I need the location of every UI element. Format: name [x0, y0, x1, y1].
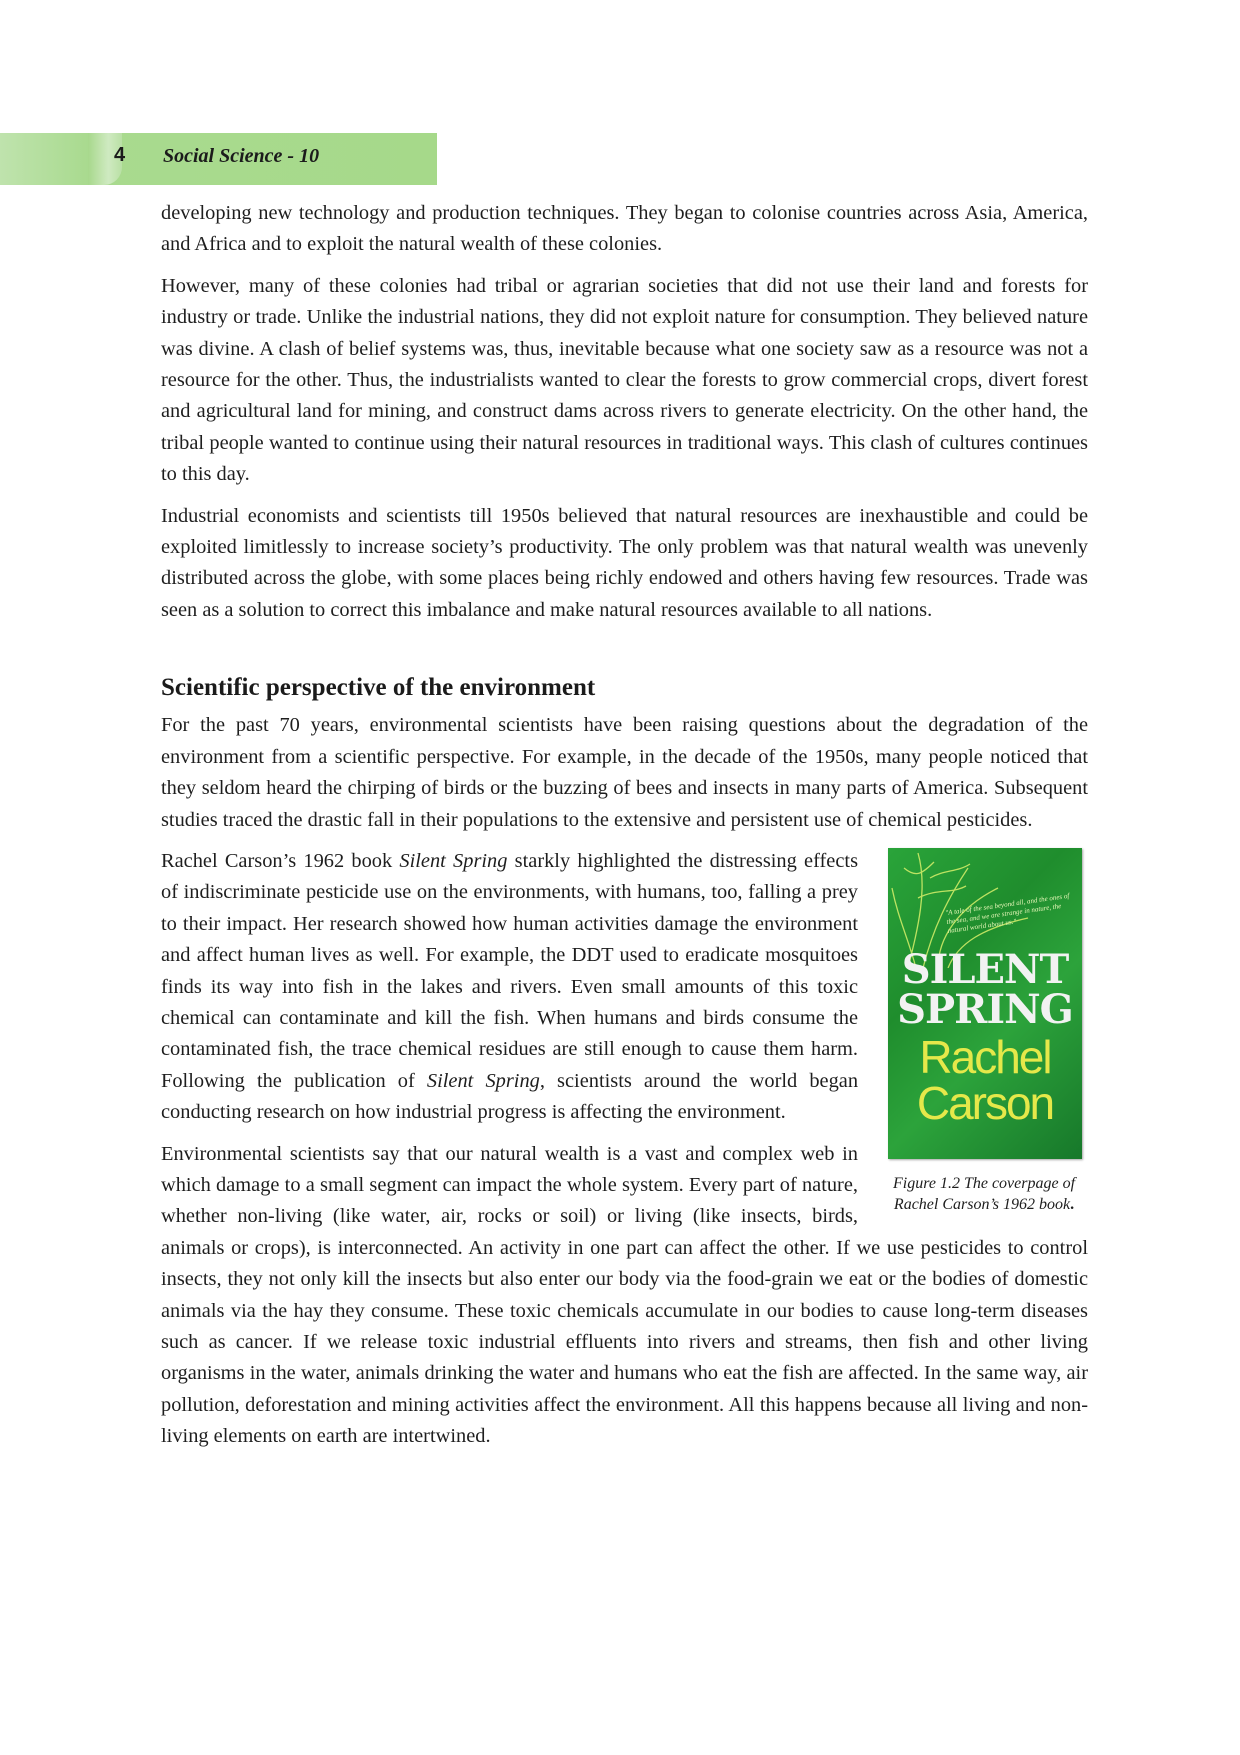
paragraph-economists: Industrial economists and scientists till 1950s believed that natural resources are inexhaustible and could be exploited limitlessly to increase society’s productivity. The only problem was that natural wealth was unevenly distributed across the globe, with some places being richly endowed and others having few resources. Trade was seen as a solution to correct this imbalance and make natural resources available to all nations.	[161, 504, 1088, 621]
caption-text: Figure 1.2 The coverpage of Rachel Carson’s 1962 book	[892, 1174, 1076, 1213]
cover-title-line1: SILENT	[901, 945, 1069, 993]
cover-title-line2: SPRING	[897, 985, 1073, 1033]
carson-book-title-1: Silent Spring	[399, 849, 508, 872]
paragraph-colonies: However, many of these colonies had tribal or agrarian societies that did not use their land and forests for industry or trade. Unlike the industrial nations, they did not exploit nature for consumption. They believed nature was divine. A clash of belief systems was, thus, inevitable because what one society saw as a resource was not a resource for the other. Thus, the industrialists wanted to clear the forests to grow commercial crops, divert forest and agricultural land for mining, and construct dams across rivers to generate electricity. On the other hand, the tribal people wanted to continue using their natural resources in traditional ways. This clash of cultures continues to this day.	[161, 274, 1088, 486]
cover-author-line2: Carson	[916, 1076, 1054, 1129]
figure-caption	[884, 1173, 1084, 1215]
carson-book-title-2: Silent Spring	[426, 1069, 540, 1092]
book-title: Social Science - 10	[163, 145, 320, 167]
paragraph-continued: developing new technology and production techniques. They began to colonise countries across Asia, America, and Africa and to exploit the natural wealth of these colonies.	[161, 202, 1088, 256]
caption-end: .	[1070, 1195, 1075, 1213]
page-content	[161, 198, 1088, 1453]
carson-text-3: , scientists around the world began conducting research on how industrial progress is affecting the environment.	[161, 1069, 859, 1124]
section-heading: Scientific perspective of the environment	[161, 674, 596, 702]
cover-quote: "A tale of the sea beyond all, and the ones of the sea, and we are strange in nature, the natural world about us."	[944, 891, 1070, 935]
carson-text-2: starkly highlighted the distressing effects of indiscriminate pesticide use on the environments, with humans, too, falling a prey to their impact. Her research showed how human activities damage the environment and affect human lives as well. For example, the DDT used to eradicate mosquitoes finds its way into fish in the lakes and rivers. Even small amounts of this toxic chemical can contaminate and kill the fish. When humans and birds consume the contaminated fish, the trace chemical residues are still enough to cause them harm. Following the publication of	[161, 849, 859, 1092]
paragraph-closing: Environmental scientists say that our natural wealth is a vast and complex web in which damage to a small segment can impact the whole system. Every part of nature, whether non-living (like water, air, rocks or soil) or living (like insects, birds, animals or crops), is interconnected. An activity in one part can affect the other. If we use pesticides to control insects, they not only kill the insects but also enter our body via the food-grain we eat or the bodies of domestic animals via the hay they consume. These toxic chemicals accumulate in our bodies to cause long-term diseases such as cancer. If we release toxic industrial effluents into rivers and streams, then fish and other living organisms in the water, animals drinking the water and humans who eat the fish are affected. In the same way, air pollution, deforestation and mining activities affect the environment. All this happens because all living and non-living elements on earth are intertwined.	[161, 1142, 1088, 1448]
cover-author-line1: Rachel	[919, 1030, 1051, 1083]
figure	[884, 848, 1084, 1215]
book-cover-image	[888, 848, 1082, 1159]
page-number: 4	[114, 144, 126, 166]
carson-text-1: Rachel Carson’s 1962 book	[161, 849, 400, 872]
paragraph-intro: For the past 70 years, environmental scientists have been raising questions about the degradation of the environment from a scientific perspective. For example, in the decade of the 1950s, many people noticed that they seldom heard the chirping of birds or the buzzing of bees and insects in many parts of America. Subsequent studies traced the drastic fall in their populations to the extensive and persistent use of chemical pesticides.	[161, 714, 1088, 831]
figure-text-wrap	[161, 846, 1088, 1453]
